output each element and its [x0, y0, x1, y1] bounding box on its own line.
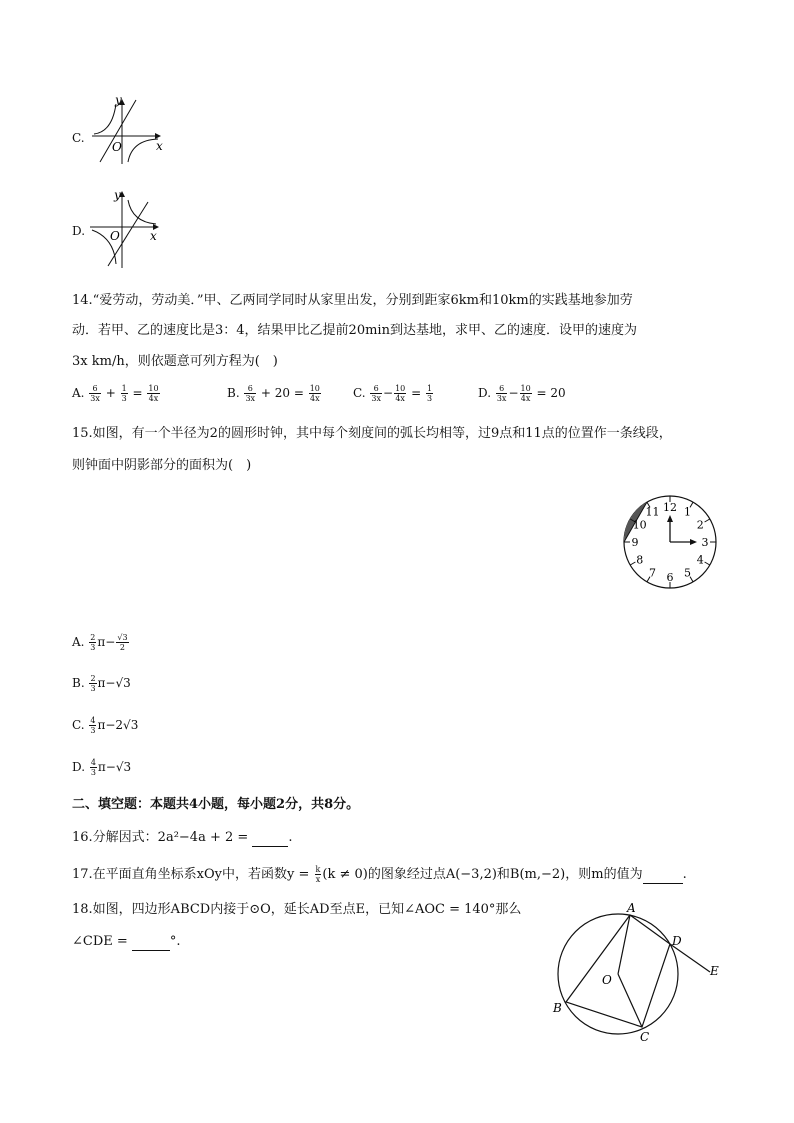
q16-answer-blank[interactable]: [252, 830, 288, 847]
origin-label: O: [112, 140, 122, 154]
clock-number-10: 10: [632, 518, 647, 532]
clock-number-9: 9: [631, 536, 639, 549]
q13-option-d-graph: [86, 186, 176, 272]
q17-pre: 17.在平面直角坐标系xOy中，若函数y =: [72, 867, 314, 882]
q17-answer-blank[interactable]: [643, 867, 683, 884]
option-fraction: $\frac{√3}{2}$: [117, 633, 128, 652]
q15-option-c[interactable]: [72, 716, 138, 735]
q18-answer-blank[interactable]: [132, 934, 170, 951]
option-label: C.: [72, 718, 89, 732]
q18-line-2-end: °.: [169, 934, 181, 949]
segment-oc: [618, 974, 642, 1027]
label-b: B: [553, 1001, 562, 1015]
q15-option-b[interactable]: [72, 674, 131, 693]
label-c: C: [640, 1030, 650, 1044]
clock-number-3: 3: [701, 536, 709, 549]
q15-line-1: 15.如图，有一个半径为2的圆形时钟，其中每个刻度间的弧长均相等，过9点和11点的位置作一条线段，: [72, 426, 672, 441]
option-label: B.: [227, 386, 244, 400]
q16-end: .: [288, 830, 293, 845]
clock-number-8: 8: [636, 553, 644, 567]
x-label: x: [156, 139, 163, 153]
origin-label: O: [110, 229, 120, 243]
q15-option-a[interactable]: [72, 633, 130, 652]
label-a: A: [627, 901, 636, 915]
clock-number-12: 12: [663, 501, 677, 514]
option-label: D.: [478, 386, 495, 400]
option-text: −: [508, 386, 519, 400]
q14-option-b[interactable]: [227, 384, 322, 403]
clock-number-5: 5: [684, 566, 691, 580]
q14-line-1: 14.“爱劳动，劳动美．”甲、乙两同学同时从家里出发，分别到距家6km和10km的实践基地参加劳: [72, 293, 633, 308]
q16-text: 16.分解因式：2a²−4a + 2 =: [72, 830, 253, 845]
q15-option-d[interactable]: [72, 758, 131, 777]
section-heading: 二、填空题：本题共4小题，每小题2分，共8分。: [72, 797, 360, 812]
option-fraction: $\frac{1}{3}$: [426, 384, 433, 403]
clock-number-11: 11: [645, 505, 660, 519]
option-label: D.: [72, 760, 89, 774]
option-fraction: $\frac{1}{3}$: [121, 384, 127, 403]
label-o: O: [602, 973, 612, 987]
option-text: =: [407, 386, 425, 400]
option-text: −: [383, 386, 394, 400]
q14-option-a[interactable]: [72, 384, 161, 403]
clock-number-1: 1: [684, 505, 691, 519]
option-label: C.: [353, 386, 370, 400]
option-label: A.: [72, 635, 89, 649]
q15-line-2: 则钟面中阴影部分的面积为( ): [72, 458, 252, 473]
clock-number-4: 4: [696, 553, 704, 567]
option-coefficient: $\frac{4}{3}$: [90, 716, 96, 735]
option-fraction: $\frac{10}{4x}$: [148, 384, 159, 403]
q16: [72, 830, 293, 847]
option-text: = 20: [532, 386, 566, 400]
y-label: y: [114, 188, 121, 202]
option-text: =: [128, 386, 147, 400]
option-text: π−2√3: [97, 718, 139, 732]
q18-line-2-pre: ∠CDE =: [72, 934, 132, 949]
q14-option-c[interactable]: [353, 384, 434, 403]
q17: [72, 865, 687, 884]
option-text: π−: [97, 635, 116, 649]
q18-circle-figure: [544, 898, 724, 1048]
q14-line-3: 3x km/h，则依题意可列方程为( ): [72, 354, 278, 369]
option-fraction: $\frac{6}{3x}$: [90, 384, 100, 403]
option-coefficient: $\frac{2}{3}$: [90, 674, 96, 693]
option-text: + 20 =: [257, 386, 308, 400]
y-label: y: [115, 93, 122, 107]
q18-line-1: 18.如图，四边形ABCD内接于⊙O，延长AD至点E，已知∠AOC = 140°那么: [72, 902, 522, 917]
clock-number-2: 2: [696, 518, 704, 532]
label-e: E: [710, 964, 719, 978]
option-fraction: $\frac{10}{4x}$: [395, 384, 406, 403]
q13-option-c-label[interactable]: C.: [72, 131, 85, 145]
q14-line-2: 动．若甲、乙的速度比是3：4，结果甲比乙提前20min到达基地，求甲、乙的速度．设甲的速度为: [72, 323, 637, 338]
option-fraction: $\frac{6}{3x}$: [371, 384, 381, 403]
label-d: D: [672, 934, 682, 948]
x-label: x: [150, 229, 157, 243]
q17-fraction: $\frac{k}{x}$: [315, 865, 321, 884]
q18-line-2: [72, 934, 181, 951]
option-fraction: $\frac{6}{3x}$: [245, 384, 256, 403]
hyperbola-branch-left: [94, 104, 116, 134]
option-fraction: $\frac{10}{4x}$: [520, 384, 531, 403]
clock-number-6: 6: [666, 571, 674, 584]
option-coefficient: $\frac{2}{3}$: [90, 633, 96, 652]
option-text: +: [101, 386, 120, 400]
q13-option-c-graph: [86, 92, 176, 166]
option-text: π−√3: [97, 676, 131, 690]
q17-post: (k ≠ 0)的图象经过点A(−3,2)和B(m,−2)，则m的值为: [322, 867, 643, 882]
option-fraction: $\frac{10}{4x}$: [309, 384, 320, 403]
option-text: π−√3: [97, 760, 132, 774]
q14-option-d[interactable]: [478, 384, 566, 403]
option-label: B.: [72, 676, 89, 690]
hyperbola-branch-right: [128, 139, 158, 162]
clock-number-7: 7: [649, 566, 656, 580]
q17-end: .: [682, 867, 687, 882]
q13-option-d-label[interactable]: D.: [72, 224, 86, 238]
q15-clock-figure: [618, 490, 724, 594]
option-fraction: $\frac{6}{3x}$: [496, 384, 507, 403]
option-coefficient: $\frac{4}{3}$: [90, 758, 96, 777]
option-label: A.: [72, 386, 89, 400]
